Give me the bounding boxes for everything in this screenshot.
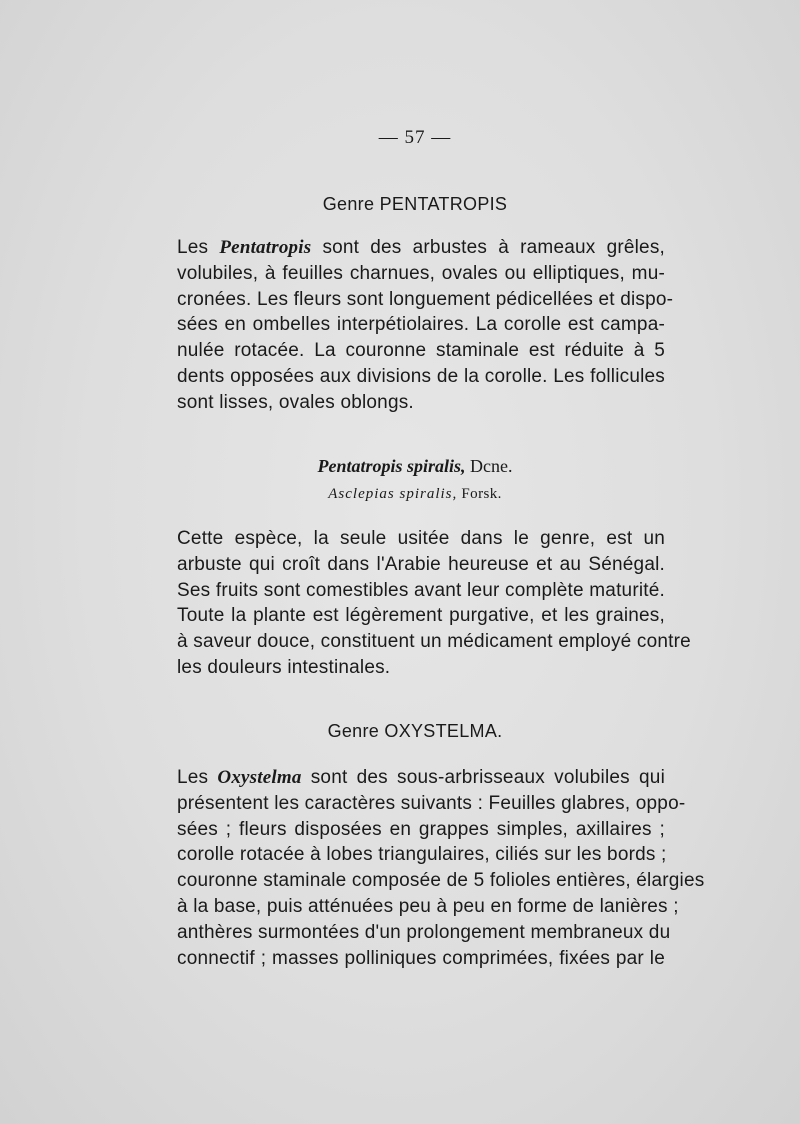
paragraph-line: les douleurs intestinales. <box>177 656 391 678</box>
paragraph-pentatropis <box>177 235 674 416</box>
paragraph-line: Cette espèce, la seule usitée dans le genre, est un <box>177 528 665 549</box>
page-number: — 57 — <box>378 127 452 148</box>
paragraph-line: couronne staminale composée de 5 folioles entières, élargies <box>177 870 705 892</box>
paragraph-line: connectif ; masses polliniques comprimées, fixées par le <box>177 947 665 969</box>
paragraph-line: Toute la plante est légèrement purgative, et les graines, <box>177 605 665 627</box>
paragraph-line: Ses fruits sont comestibles avant leur complète maturité. <box>177 579 665 601</box>
paragraph-oxystelma <box>177 765 705 971</box>
paragraph-line: cronées. Les fleurs sont longuement pédicellées et dispo- <box>177 288 674 310</box>
paragraph-line: Les Pentatropis sont des arbustes à rameaux grêles, <box>177 237 666 258</box>
species-synonym: Asclepias spiralis, Forsk. <box>328 486 502 502</box>
paragraph-line: à la base, puis atténuées peu à peu en forme de lanières ; <box>177 895 679 917</box>
paragraph-line: sont lisses, ovales oblongs. <box>177 391 414 413</box>
paragraph-line: dents opposées aux divisions de la corolle. Les follicules <box>177 365 665 387</box>
paragraph-line: à saveur douce, constituent un médicament employé contre <box>177 631 691 653</box>
paragraph-line: corolle rotacée à lobes triangulaires, ciliés sur les bords ; <box>177 844 667 866</box>
section-heading-oxystelma: Genre OXYSTELMA. <box>327 721 503 741</box>
paragraph-line: sées en ombelles interpétiolaires. La corolle est campa- <box>177 314 665 336</box>
paragraph-line: nulée rotacée. La couronne staminale est réduite à 5 <box>177 340 665 362</box>
paragraph-line: volubiles, à feuilles charnues, ovales ou elliptiques, mu- <box>177 262 665 284</box>
paragraph-line: arbuste qui croît dans l'Arabie heureuse et au Sénégal. <box>177 553 665 575</box>
paragraph-line: présentent les caractères suivants : Feuilles glabres, oppo- <box>177 792 686 814</box>
paragraph-line: sées ; fleurs disposées en grappes simples, axillaires ; <box>177 818 665 840</box>
paragraph-species-description <box>177 526 691 681</box>
paragraph-line: Les Oxystelma sont des sous-arbrisseaux volubiles qui <box>177 767 665 788</box>
paragraph-line: anthères surmontées d'un prolongement membraneux du <box>177 921 671 943</box>
species-name: Pentatropis spiralis, Dcne. <box>317 456 513 476</box>
section-heading-pentatropis: Genre PENTATROPIS <box>322 194 508 214</box>
